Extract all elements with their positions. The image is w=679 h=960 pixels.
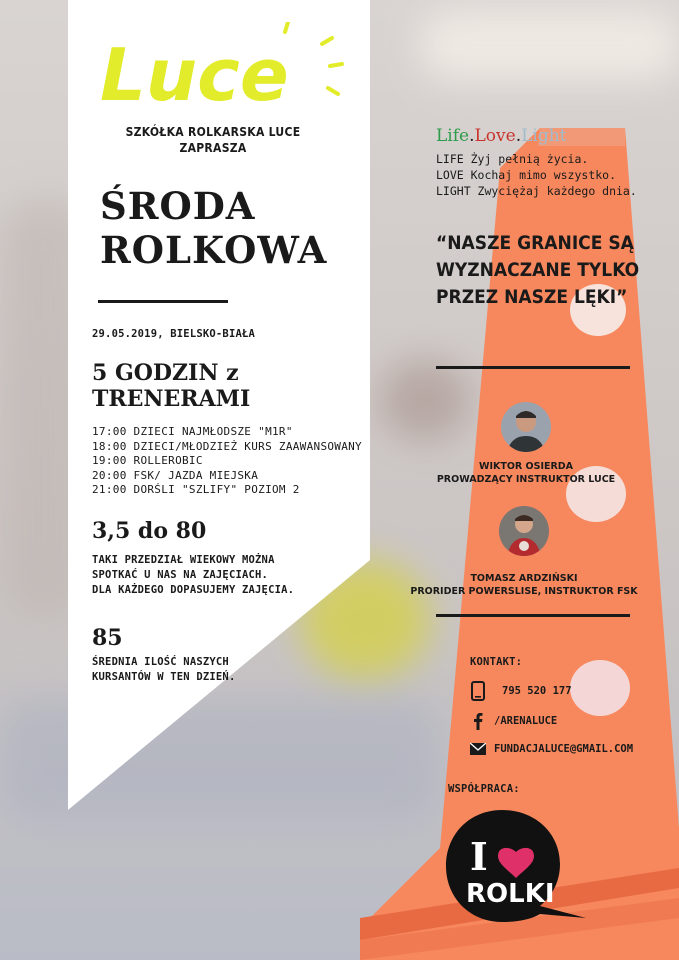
phone-number[interactable]: 795 520 177 [502, 685, 572, 697]
motto-lines [436, 151, 637, 199]
attendance-heading: 85 [92, 625, 123, 651]
background-blur-shape [420, 10, 679, 80]
schedule-item: 17:00 DZIECI NAJMŁODSZE "M1R" [92, 425, 293, 438]
facebook-handle[interactable]: /ARENALUCE [494, 715, 558, 727]
subtitle-line: ZAPRASZA [179, 141, 247, 155]
instructor-role: PROWADZĄCY INSTRUKTOR LUCE [436, 474, 616, 485]
attendance-description [92, 655, 235, 685]
i-love-rolki-badge [444, 808, 590, 926]
motto-love: Love [474, 126, 516, 146]
quote-line: “NASZE GRANICE SĄ [436, 232, 634, 254]
age-range-line: TAKI PRZEDZIAŁ WIEKOWY MOŻNA [92, 554, 275, 566]
age-range-line: SPOTKAĆ U NAS NA ZAJĘCIACH. [92, 569, 269, 581]
motto-dot: . [469, 126, 475, 146]
event-title-line: ROLKOWA [100, 228, 328, 272]
email-address[interactable]: FUNDACJALUCE@GMAIL.COM [494, 743, 634, 755]
instructor-caption [404, 572, 644, 598]
luce-logo [100, 22, 350, 117]
school-subtitle [88, 124, 338, 156]
person-photo-icon [501, 402, 551, 452]
motto-dot: . [515, 126, 522, 146]
age-range-heading: 3,5 do 80 [92, 518, 207, 544]
facebook-icon [470, 712, 486, 730]
age-range-description [92, 553, 294, 598]
event-title [100, 184, 327, 272]
divider [98, 300, 228, 303]
motto-line: LIGHT Zwyciężaj każdego dnia. [436, 184, 637, 198]
hours-heading [92, 360, 250, 412]
phone-icon [470, 682, 486, 700]
event-title-line: ŚRODA [100, 184, 256, 228]
instructor-name: TOMASZ ARDZIŃSKI [470, 573, 578, 584]
contact-email[interactable] [470, 740, 633, 758]
attendance-line: ŚREDNIA ILOŚĆ NASZYCH [92, 656, 229, 668]
motto-light: Light [521, 126, 567, 146]
svg-text:ROLKI: ROLKI [466, 879, 555, 909]
instructor-name: WIKTOR OSIERDA [478, 461, 574, 472]
svg-text:I: I [470, 834, 488, 879]
hours-heading-line: 5 GODZIN z [92, 360, 239, 386]
instructor-caption [406, 460, 646, 486]
contact-phone[interactable] [470, 682, 572, 700]
age-range-line: DLA KAŻDEGO DOPASUJEMY ZAJĘCIA. [92, 584, 295, 596]
motto-line: LIFE Żyj pełnią życia. [436, 152, 589, 166]
schedule-item: 19:00 ROLLEROBIC [92, 454, 203, 467]
contact-label: KONTAKT: [470, 656, 523, 668]
person-photo-icon [499, 506, 549, 556]
schedule-item: 21:00 DORŚLI "SZLIFY" POZIOM 2 [92, 483, 300, 496]
quote-line: WYZNACZANE TYLKO [436, 259, 640, 281]
envelope-icon [470, 740, 486, 758]
quote [436, 230, 656, 311]
svg-text:Luce: Luce [100, 33, 289, 117]
motto-title [436, 126, 567, 146]
avatar [499, 506, 549, 556]
event-date-place: 29.05.2019, BIELSKO-BIAŁA [92, 328, 256, 340]
subtitle-line: SZKÓŁKA ROLKARSKA LUCE [125, 125, 301, 139]
hours-heading-line: TRENERAMI [92, 386, 251, 412]
avatar [501, 402, 551, 452]
quote-line: PRZEZ NASZE LĘKI” [436, 286, 628, 308]
contact-facebook[interactable] [470, 712, 557, 730]
motto-line: LOVE Kochaj mimo wszystko. [436, 168, 617, 182]
motto-life: Life [436, 126, 470, 146]
schedule-list [92, 425, 362, 498]
schedule-item: 18:00 DZIECI/MŁODZIEŻ KURS ZAAWANSOWANY [92, 439, 362, 453]
divider [436, 366, 630, 369]
cooperation-label: WSPÓŁPRACA: [448, 783, 520, 795]
attendance-line: KURSANTÓW W TEN DZIEŃ. [92, 671, 236, 683]
instructor-role: PRORIDER POWERSLISE, INSTRUKTOR FSK [410, 586, 638, 597]
divider [436, 614, 630, 617]
schedule-item: 20:00 FSK/ JAZDA MIEJSKA [92, 468, 259, 482]
